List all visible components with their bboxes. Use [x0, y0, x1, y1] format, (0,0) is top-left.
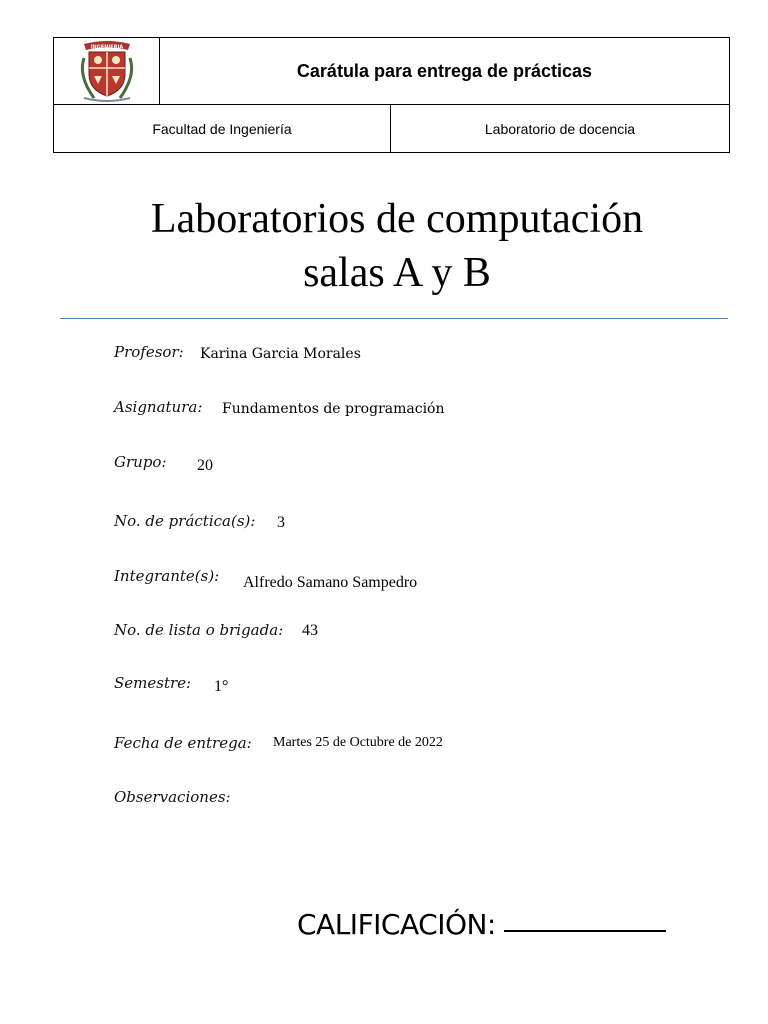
- field-label-asignatura: Asignatura:: [114, 398, 203, 416]
- field-value-grupo: 20: [197, 457, 213, 474]
- field-label-semestre: Semestre:: [114, 674, 192, 692]
- calificacion: [297, 908, 666, 941]
- logo-cell: [54, 38, 160, 104]
- field-value-profesor: Karina Garcia Morales: [200, 346, 361, 362]
- header-title: Carátula para entrega de prácticas: [296, 60, 593, 81]
- lab-cell: Laboratorio de docencia: [484, 120, 636, 137]
- field-value-asignatura: Fundamentos de programación: [222, 401, 445, 417]
- field-value-integrantes: Alfredo Samano Sampedro: [243, 574, 418, 591]
- field-label-fecha: Fecha de entrega:: [114, 734, 252, 752]
- field-label-profesor: Profesor:: [114, 343, 184, 361]
- field-value-semestre: 1°: [214, 678, 229, 695]
- field-label-observaciones: Observaciones:: [114, 788, 231, 806]
- field-label-integrantes: Integrante(s):: [114, 567, 220, 585]
- main-title-line-1: Laboratorios de computación: [150, 196, 644, 242]
- calificacion-label: CALIFICACIÓN:: [297, 908, 496, 941]
- field-value-practica: 3: [277, 514, 285, 531]
- header-row-2: [54, 104, 729, 152]
- calificacion-blank-line: [504, 930, 666, 932]
- field-value-fecha: Martes 25 de Octubre de 2022: [273, 735, 443, 750]
- field-value-lista: 43: [302, 622, 318, 639]
- divider: [60, 318, 728, 319]
- field-label-practica: No. de práctica(s):: [114, 512, 256, 530]
- field-label-lista: No. de lista o brigada:: [114, 621, 284, 639]
- faculty-cell: Facultad de Ingeniería: [54, 105, 391, 152]
- logo-banner-text: INGENIERIA: [90, 44, 124, 51]
- header-table: [53, 37, 730, 153]
- main-title-line-2: salas A y B: [303, 250, 491, 296]
- field-label-grupo: Grupo:: [114, 453, 167, 471]
- unam-engineering-seal-icon: [54, 38, 160, 104]
